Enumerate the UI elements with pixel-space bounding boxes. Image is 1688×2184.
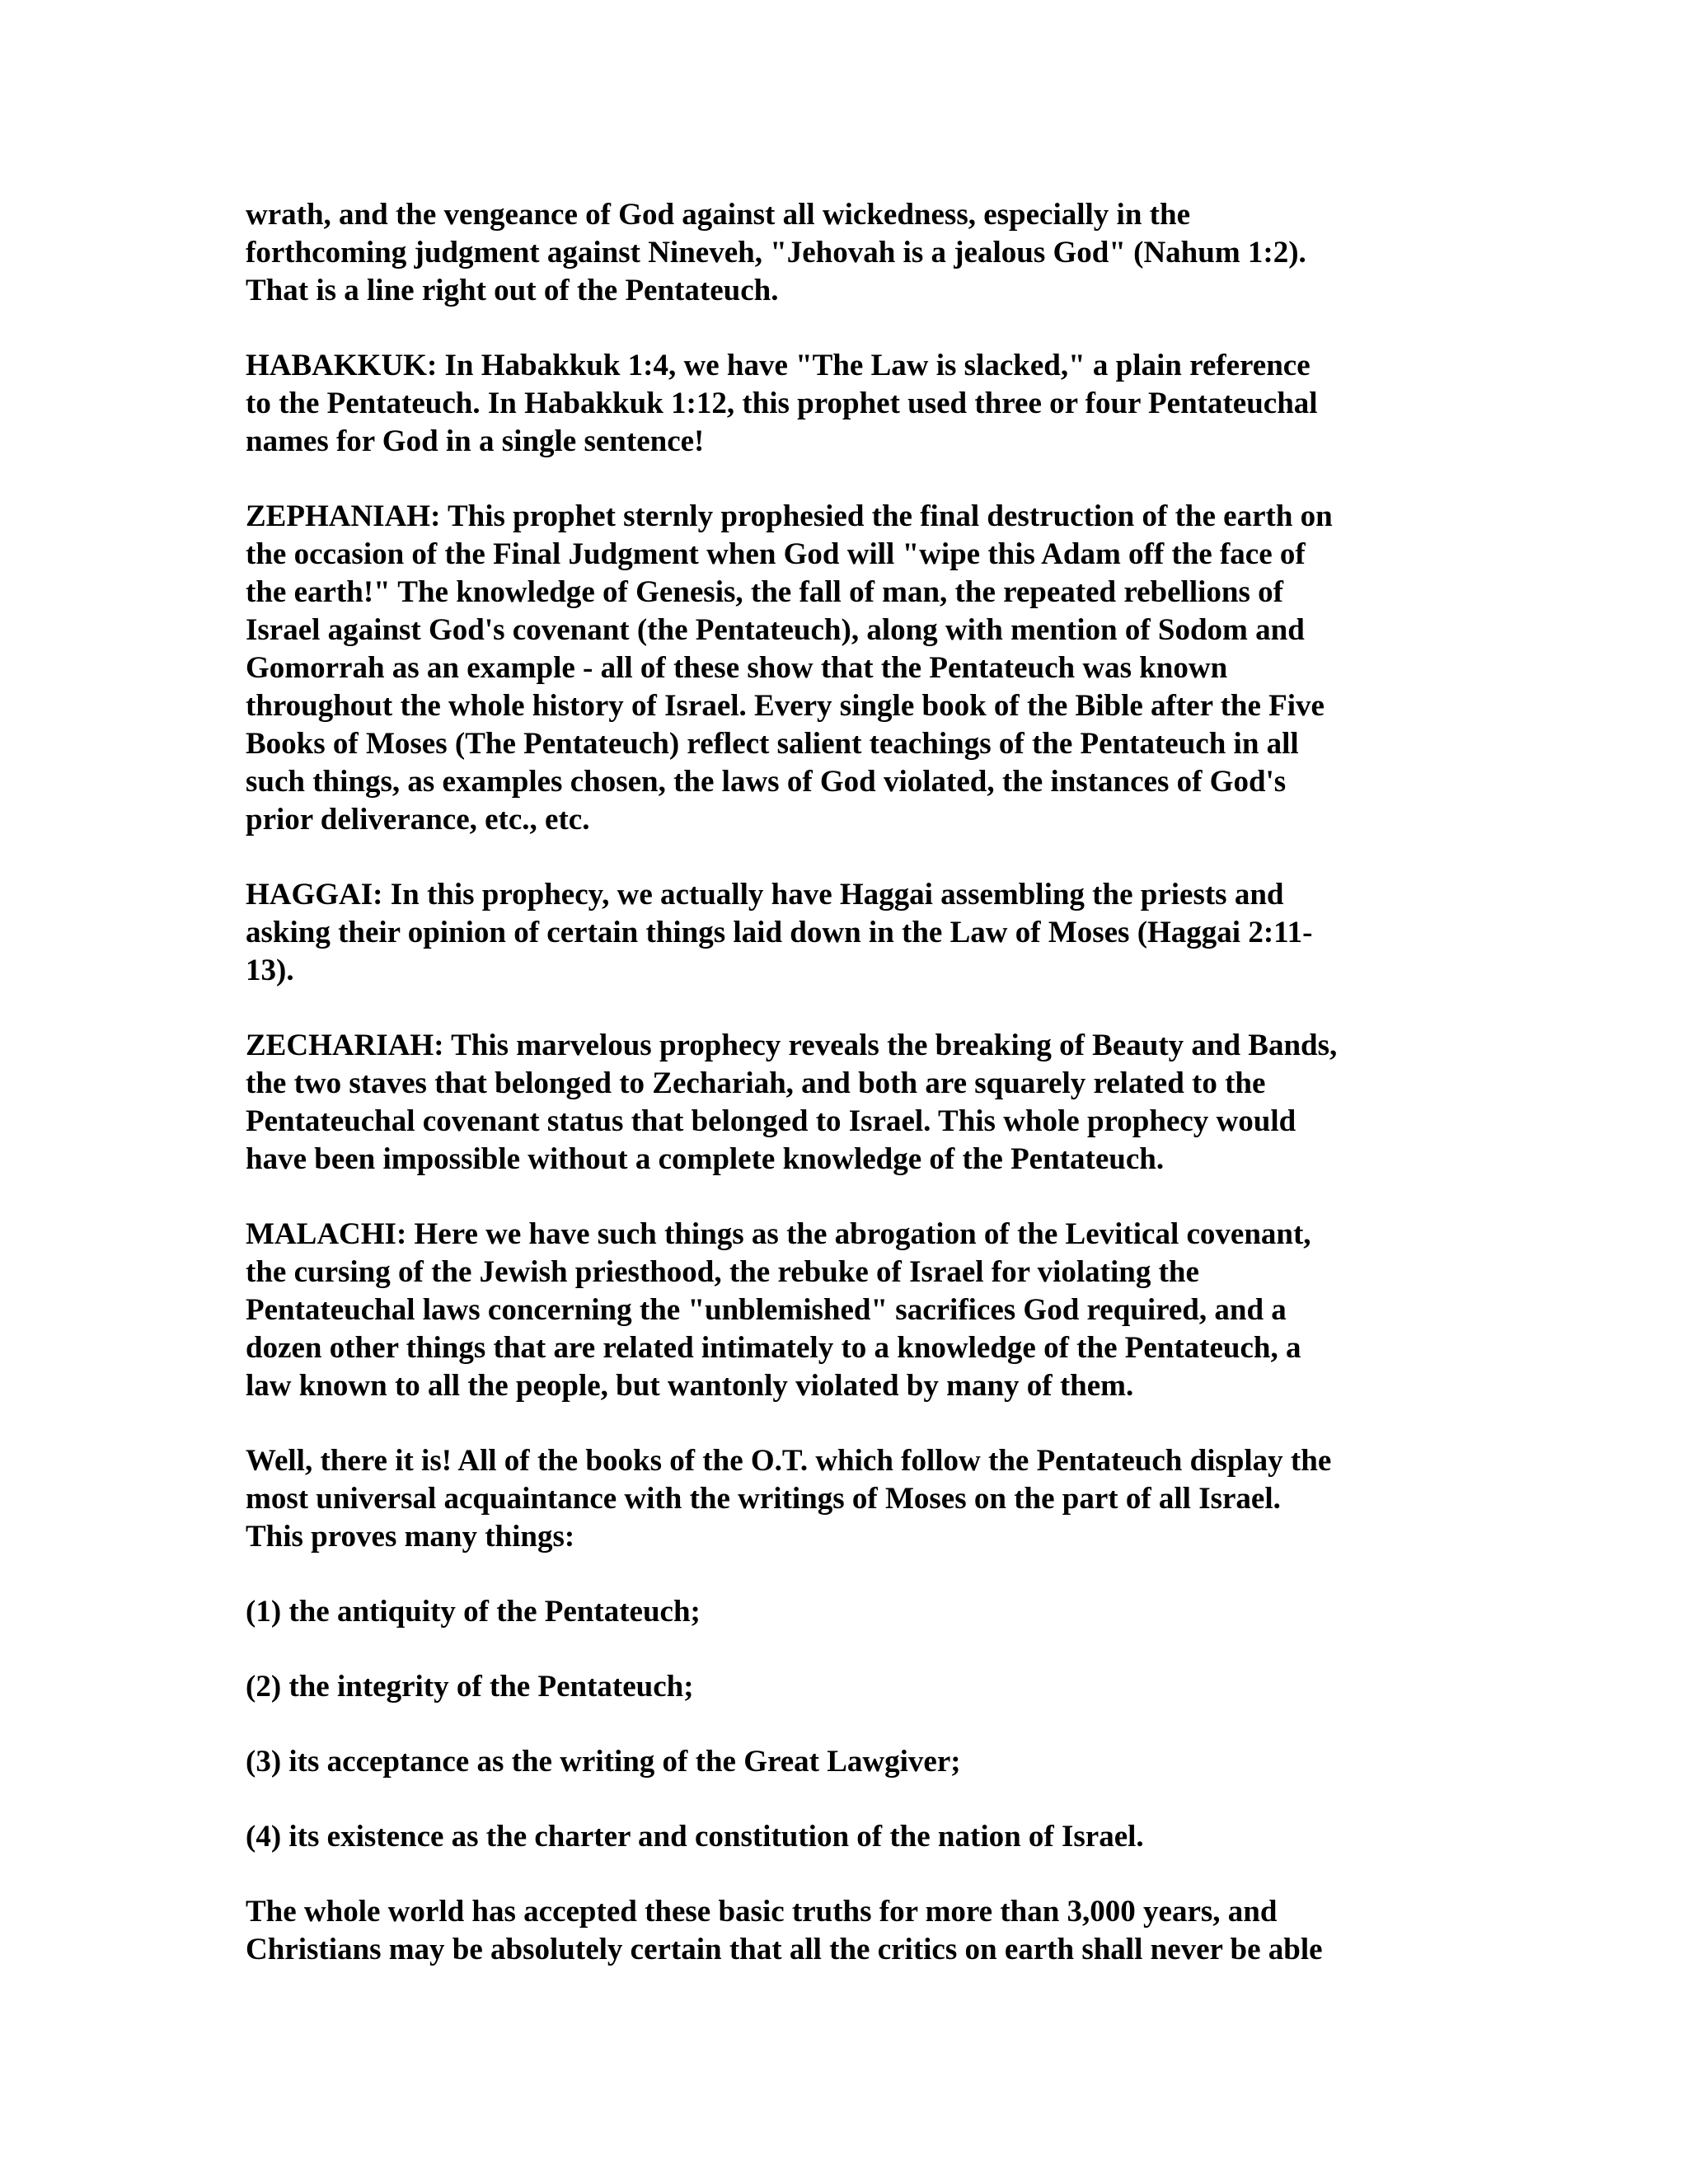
text-line: Christians may be absolutely certain that all the critics on earth shall never be able [246, 1933, 1323, 1966]
text-line: law known to all the people, but wantonly violated by many of them. [246, 1369, 1134, 1403]
text-line: Well, there it is! All of the books of the O.T. which follow the Pentateuch display the [246, 1444, 1332, 1478]
paragraph-haggai [246, 876, 1449, 990]
text-line: (1) the antiquity of the Pentateuch; [246, 1595, 701, 1629]
text-line: have been impossible without a complete knowledge of the Pentateuch. [246, 1142, 1165, 1176]
text-line: HABAKKUK: In Habakkuk 1:4, we have "The Law is slacked," a plain reference [246, 349, 1311, 382]
paragraph-nahum-continuation [246, 196, 1449, 310]
text-line: HAGGAI: In this prophecy, we actually have Haggai assembling the priests and [246, 878, 1284, 912]
text-line: most universal acquaintance with the writings of Moses on the part of all Israel. [246, 1482, 1281, 1516]
paragraph-zechariah [246, 1027, 1449, 1179]
paragraph-malachi [246, 1216, 1449, 1405]
text-line: dozen other things that are related intimately to a knowledge of the Pentateuch, a [246, 1331, 1301, 1365]
paragraph-habakkuk [246, 347, 1449, 461]
paragraph-final [246, 1893, 1449, 1969]
text-line: throughout the whole history of Israel. Every single book of the Bible after the Five [246, 689, 1325, 723]
paragraph-conclusion [246, 1442, 1449, 1556]
text-line: Israel against God's covenant (the Pentateuch), along with mention of Sodom and [246, 613, 1305, 647]
text-line: the cursing of the Jewish priesthood, the rebuke of Israel for violating the [246, 1255, 1199, 1289]
text-line: Pentateuchal laws concerning the "unblemished" sacrifices God required, and a [246, 1293, 1287, 1327]
text-line: names for God in a single sentence! [246, 424, 705, 458]
list-item-antiquity [246, 1593, 1449, 1631]
text-line: 13). [246, 954, 294, 987]
text-line: ZECHARIAH: This marvelous prophecy reveals the breaking of Beauty and Bands, [246, 1029, 1338, 1062]
text-line: wrath, and the vengeance of God against all wickedness, especially in the [246, 198, 1190, 232]
list-item-integrity [246, 1668, 1449, 1706]
text-line: the occasion of the Final Judgment when God will "wipe this Adam off the face of [246, 537, 1306, 571]
text-line: to the Pentateuch. In Habakkuk 1:12, this prophet used three or four Pentateuchal [246, 387, 1318, 420]
list-item-existence [246, 1818, 1449, 1856]
text-line: Books of Moses (The Pentateuch) reflect salient teachings of the Pentateuch in all [246, 727, 1299, 761]
text-line: prior deliverance, etc., etc. [246, 803, 590, 837]
text-line: Pentateuchal covenant status that belonged to Israel. This whole prophecy would [246, 1104, 1296, 1138]
text-line: (2) the integrity of the Pentateuch; [246, 1670, 694, 1704]
text-line: This proves many things: [246, 1520, 575, 1554]
document-page [246, 196, 1449, 2006]
text-line: the earth!" The knowledge of Genesis, the fall of man, the repeated rebellions of [246, 575, 1283, 609]
text-line: ZEPHANIAH: This prophet sternly prophesied the final destruction of the earth on [246, 499, 1333, 533]
list-item-acceptance [246, 1743, 1449, 1781]
text-line: such things, as examples chosen, the laws of God violated, the instances of God's [246, 765, 1287, 799]
paragraph-zephaniah [246, 498, 1449, 839]
text-line: MALACHI: Here we have such things as the abrogation of the Levitical covenant, [246, 1217, 1311, 1251]
text-line: the two staves that belonged to Zechariah, and both are squarely related to the [246, 1066, 1266, 1100]
text-line: The whole world has accepted these basic truths for more than 3,000 years, and [246, 1895, 1278, 1929]
text-line: (3) its acceptance as the writing of the Great Lawgiver; [246, 1745, 961, 1779]
text-line: That is a line right out of the Pentateuch. [246, 274, 779, 307]
text-line: asking their opinion of certain things laid down in the Law of Moses (Haggai 2:11- [246, 916, 1313, 949]
text-line: forthcoming judgment against Nineveh, "Jehovah is a jealous God" (Nahum 1:2). [246, 236, 1306, 269]
text-line: Gomorrah as an example - all of these show that the Pentateuch was known [246, 651, 1228, 685]
text-line: (4) its existence as the charter and constitution of the nation of Israel. [246, 1820, 1144, 1854]
